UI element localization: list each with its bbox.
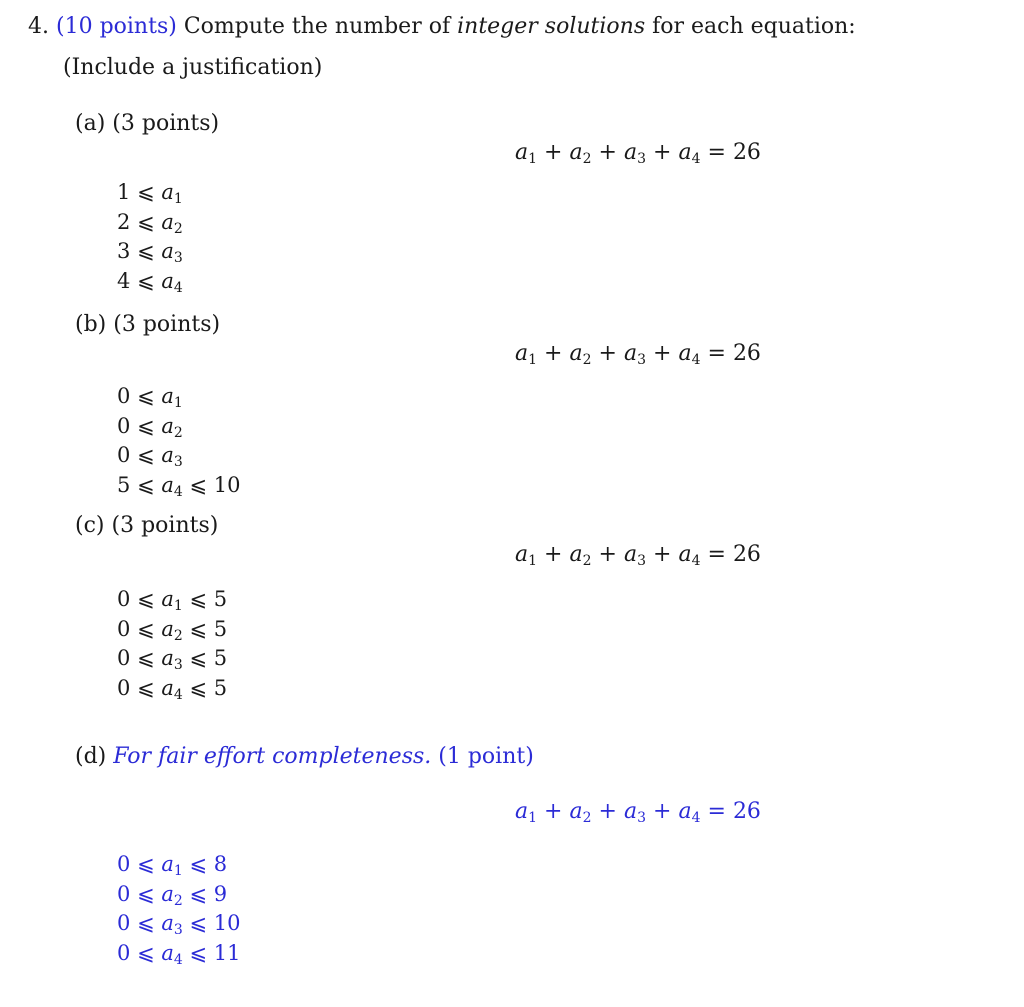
leq-symbol: ⩽ — [137, 646, 155, 670]
equation-plus: + — [598, 799, 617, 824]
constraint-lower: 0 — [117, 852, 131, 876]
constraint-line — [117, 237, 183, 267]
leq-symbol: ⩽ — [137, 268, 155, 293]
equation-rhs: 26 — [732, 799, 761, 824]
constraint-line — [117, 267, 183, 297]
equation-equals: = — [707, 542, 726, 567]
part-c-heading — [75, 513, 218, 538]
equation-subscript: 4 — [691, 553, 701, 569]
constraint-variable: a — [161, 209, 174, 234]
equation-plus: + — [653, 341, 672, 366]
constraint-variable: a — [161, 852, 174, 876]
part-a-label: (a) — [75, 111, 106, 136]
constraint-variable: a — [161, 675, 174, 700]
constraint-subscript: 4 — [173, 686, 183, 703]
constraint-subscript: 1 — [173, 395, 183, 411]
constraint-subscript: 1 — [173, 863, 183, 879]
equation-plus: + — [653, 799, 672, 824]
constraint-line — [117, 208, 183, 238]
leq-symbol: ⩽ — [137, 911, 155, 935]
equation-variable: a — [515, 799, 529, 824]
equation-subscript: 2 — [582, 151, 592, 167]
constraint-line — [117, 939, 241, 969]
constraint-upper: 5 — [213, 616, 228, 641]
equation-subscript: 1 — [528, 553, 538, 569]
equation-variable: a — [623, 799, 638, 824]
equation-subscript: 1 — [528, 810, 538, 826]
part-a-constraints — [117, 178, 183, 296]
leq-symbol: ⩽ — [137, 675, 155, 700]
equation-rhs: 26 — [732, 140, 761, 165]
leq-symbol: ⩽ — [137, 209, 155, 234]
part-c-label: (c) — [75, 513, 105, 538]
constraint-line — [117, 178, 183, 208]
constraint-subscript: 2 — [173, 424, 183, 441]
equation-variable: a — [515, 341, 529, 366]
leq-symbol: ⩽ — [137, 413, 155, 438]
constraint-lower: 0 — [117, 587, 131, 611]
leq-symbol: ⩽ — [137, 881, 155, 906]
equation-rhs: 26 — [732, 542, 761, 567]
equation-plus: + — [653, 140, 672, 165]
question-points: (10 points) — [56, 14, 177, 39]
equation-variable: a — [623, 542, 638, 567]
constraint-variable: a — [161, 587, 174, 611]
constraint-upper: 10 — [213, 911, 241, 935]
constraint-upper: 9 — [213, 881, 228, 906]
constraint-variable: a — [161, 384, 174, 408]
question-prompt-emphasis: integer solutions — [457, 14, 646, 39]
constraint-line — [117, 674, 227, 704]
constraint-upper: 11 — [213, 940, 241, 965]
equation-equals: = — [707, 341, 726, 366]
equation-variable: a — [678, 542, 692, 567]
leq-symbol: ⩽ — [189, 911, 208, 935]
equation-plus: + — [598, 341, 617, 366]
constraint-upper: 8 — [213, 852, 228, 876]
constraint-line — [117, 585, 227, 615]
constraint-variable: a — [161, 268, 174, 293]
equation-subscript: 4 — [691, 151, 701, 167]
equation-plus: + — [544, 799, 563, 824]
constraint-line — [117, 382, 241, 412]
leq-symbol: ⩽ — [189, 616, 208, 641]
equation-subscript: 3 — [637, 352, 647, 368]
constraint-lower: 0 — [117, 881, 131, 906]
constraint-line — [117, 441, 241, 471]
constraint-line — [117, 644, 227, 674]
constraint-lower: 0 — [117, 646, 131, 670]
equation-subscript: 4 — [691, 810, 701, 826]
constraint-line — [117, 850, 241, 880]
constraint-variable: a — [161, 180, 174, 204]
constraint-lower: 4 — [117, 268, 131, 293]
constraint-lower: 0 — [117, 940, 131, 965]
equation-subscript: 2 — [582, 352, 592, 368]
constraint-variable: a — [161, 881, 174, 906]
leq-symbol: ⩽ — [137, 587, 155, 611]
constraint-upper: 5 — [213, 646, 228, 670]
leq-symbol: ⩽ — [137, 940, 155, 965]
leq-symbol: ⩽ — [137, 443, 155, 467]
constraint-subscript: 3 — [173, 657, 183, 673]
equation-equals: = — [707, 140, 726, 165]
part-a-equation — [515, 140, 761, 167]
equation-variable: a — [569, 799, 583, 824]
constraint-subscript: 4 — [173, 279, 183, 296]
part-d-points: (1 point) — [438, 744, 534, 769]
leq-symbol: ⩽ — [189, 646, 208, 670]
leq-symbol: ⩽ — [137, 180, 155, 204]
equation-variable: a — [623, 341, 638, 366]
constraint-variable: a — [161, 413, 174, 438]
constraint-lower: 2 — [117, 209, 131, 234]
part-b-equation — [515, 341, 761, 368]
constraint-lower: 0 — [117, 413, 131, 438]
leq-symbol: ⩽ — [189, 472, 208, 497]
equation-subscript: 3 — [637, 151, 647, 167]
constraint-line — [117, 412, 241, 442]
question-prompt-pre: Compute the number of — [183, 14, 451, 39]
equation-rhs: 26 — [732, 341, 761, 366]
equation-plus: + — [598, 140, 617, 165]
constraint-line — [117, 880, 241, 910]
constraint-subscript: 4 — [173, 483, 183, 500]
constraint-variable: a — [161, 911, 174, 935]
part-c-points: (3 points) — [111, 513, 219, 538]
part-b-points: (3 points) — [113, 312, 221, 337]
leq-symbol: ⩽ — [189, 852, 208, 876]
leq-symbol: ⩽ — [137, 852, 155, 876]
equation-subscript: 1 — [528, 151, 538, 167]
constraint-subscript: 2 — [173, 892, 183, 909]
constraint-lower: 0 — [117, 384, 131, 408]
equation-plus: + — [598, 542, 617, 567]
leq-symbol: ⩽ — [189, 587, 208, 611]
equation-plus: + — [653, 542, 672, 567]
leq-symbol: ⩽ — [137, 384, 155, 408]
equation-variable: a — [569, 140, 583, 165]
equation-plus: + — [544, 140, 563, 165]
equation-plus: + — [544, 341, 563, 366]
constraint-upper: 5 — [213, 675, 228, 700]
equation-variable: a — [678, 140, 692, 165]
constraint-lower: 5 — [117, 472, 131, 497]
constraint-lower: 0 — [117, 911, 131, 935]
constraint-upper: 10 — [213, 472, 241, 497]
question-prompt-post: for each equation: — [652, 14, 856, 39]
equation-subscript: 4 — [691, 352, 701, 368]
constraint-upper: 5 — [213, 587, 228, 611]
constraint-variable: a — [161, 940, 174, 965]
constraint-subscript: 3 — [173, 454, 183, 470]
equation-subscript: 3 — [637, 810, 647, 826]
leq-symbol: ⩽ — [137, 472, 155, 497]
equation-variable: a — [678, 341, 692, 366]
equation-plus: + — [544, 542, 563, 567]
constraint-subscript: 3 — [173, 922, 183, 938]
constraint-subscript: 2 — [173, 627, 183, 644]
equation-variable: a — [678, 799, 692, 824]
equation-variable: a — [515, 542, 529, 567]
equation-variable: a — [623, 140, 638, 165]
constraint-subscript: 2 — [173, 220, 183, 237]
constraint-lower: 0 — [117, 443, 131, 467]
leq-symbol: ⩽ — [137, 239, 155, 263]
equation-subscript: 2 — [582, 553, 592, 569]
equation-equals: = — [707, 799, 726, 824]
question-header — [28, 14, 856, 39]
constraint-lower: 1 — [117, 180, 131, 204]
part-d-heading — [75, 744, 534, 769]
question-subnote: (Include a justification) — [63, 55, 323, 80]
equation-variable: a — [515, 140, 529, 165]
constraint-subscript: 1 — [173, 191, 183, 207]
constraint-variable: a — [161, 443, 174, 467]
constraint-line — [117, 471, 241, 501]
part-d-label: (d) — [75, 744, 107, 769]
constraint-variable: a — [161, 616, 174, 641]
constraint-line — [117, 615, 227, 645]
leq-symbol: ⩽ — [189, 940, 208, 965]
part-a-points: (3 points) — [112, 111, 220, 136]
equation-variable: a — [569, 542, 583, 567]
part-a-heading — [75, 111, 219, 136]
part-b-heading — [75, 312, 220, 337]
constraint-subscript: 4 — [173, 951, 183, 968]
constraint-lower: 3 — [117, 239, 131, 263]
equation-subscript: 1 — [528, 352, 538, 368]
constraint-variable: a — [161, 239, 174, 263]
part-d-equation — [515, 799, 761, 826]
leq-symbol: ⩽ — [189, 881, 208, 906]
part-c-constraints — [117, 585, 227, 703]
constraint-line — [117, 909, 241, 939]
part-d-constraints — [117, 850, 241, 968]
part-d-title: For fair effort completeness. — [113, 744, 432, 769]
equation-subscript: 2 — [582, 810, 592, 826]
constraint-lower: 0 — [117, 616, 131, 641]
equation-subscript: 3 — [637, 553, 647, 569]
leq-symbol: ⩽ — [137, 616, 155, 641]
equation-variable: a — [569, 341, 583, 366]
constraint-variable: a — [161, 472, 174, 497]
constraint-variable: a — [161, 646, 174, 670]
part-b-label: (b) — [75, 312, 107, 337]
part-c-equation — [515, 542, 761, 569]
constraint-lower: 0 — [117, 675, 131, 700]
constraint-subscript: 1 — [173, 598, 183, 614]
question-number: 4. — [28, 14, 49, 39]
constraint-subscript: 3 — [173, 250, 183, 266]
leq-symbol: ⩽ — [189, 675, 208, 700]
part-b-constraints — [117, 382, 241, 500]
